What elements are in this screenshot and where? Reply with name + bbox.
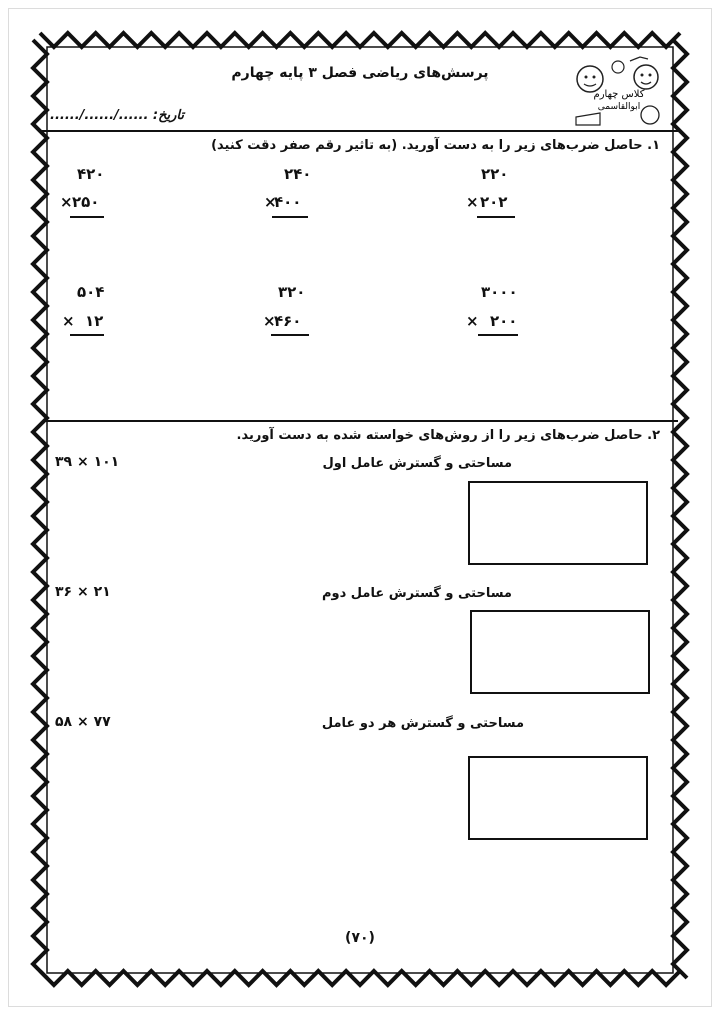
- q2-item1-answer-box[interactable]: [468, 481, 648, 565]
- q1-p5-line: [271, 334, 309, 336]
- q1-p1-bottom: ۲۰۲: [480, 193, 508, 211]
- q2-item3-method: مساحتی و گسترش هر دو عامل: [321, 716, 524, 731]
- q1-p6-bottom: ۱۲: [85, 312, 104, 330]
- q1-p1-op: ×: [466, 193, 480, 211]
- q2-item2-answer-box[interactable]: [470, 610, 650, 694]
- q2-item1-method: مساحتی و گسترش عامل اول: [322, 456, 512, 471]
- q1-p4-op: ×: [466, 312, 480, 330]
- q2-item2-method: مساحتی و گسترش عامل دوم: [322, 586, 512, 601]
- q1-p6-top: ۵۰۴: [77, 283, 105, 301]
- q1-p5-top: ۳۲۰: [278, 283, 306, 301]
- section-divider: [42, 420, 678, 422]
- q1-p3-top: ۴۲۰: [77, 165, 105, 183]
- q2-item3-expression: ۵۸ × ۷۷: [55, 714, 111, 730]
- q1-p3-line: [70, 216, 104, 218]
- class-logo-icon: [570, 55, 668, 127]
- q1-p4-top: ۳۰۰۰: [481, 283, 518, 301]
- worksheet: [50, 50, 670, 970]
- q1-p5-op: ×: [263, 312, 277, 330]
- q1-p6-line: [70, 334, 104, 336]
- logo-caption-2: ابوالقاسمی: [597, 102, 641, 112]
- q1-p2-op: ×: [264, 193, 278, 211]
- q1-p4-line: [478, 334, 518, 336]
- q1-p6-op: ×: [62, 312, 76, 330]
- worksheet-title: پرسش‌های ریاضی فصل ۳ پایه چهارم: [231, 65, 489, 81]
- q2-item2-expression: ۳۶ × ۲۱: [55, 584, 111, 600]
- q1-p3-op: ×: [60, 193, 74, 211]
- q2-item3-answer-box[interactable]: [468, 756, 648, 840]
- header-divider: [42, 130, 678, 132]
- logo-caption-1: کلاس چهارم: [593, 89, 645, 100]
- q1-p3-bottom: ۲۵۰: [72, 193, 100, 211]
- q1-p5-bottom: ۴۶۰: [274, 312, 302, 330]
- q2-title: ۲. حاصل ضرب‌های زیر را از روش‌های خواسته شده به دست آورید.: [236, 428, 660, 443]
- q1-p4-bottom: ۲۰۰: [490, 312, 518, 330]
- q2-item1-expression: ۳۹ × ۱۰۱: [55, 454, 120, 470]
- date-field: تاریخ: ....../....../......: [50, 108, 184, 123]
- q1-title: ۱. حاصل ضرب‌های زیر را به دست آورید. (به تاثیر رقم صفر دقت کنید): [211, 138, 660, 153]
- q1-p2-top: ۲۴۰: [284, 165, 312, 183]
- q1-p2-bottom: ۴۰۰: [274, 193, 302, 211]
- q1-p2-line: [272, 216, 308, 218]
- page-number: (۷۰): [345, 930, 375, 946]
- q1-p1-line: [477, 216, 515, 218]
- q1-p1-top: ۲۲۰: [481, 165, 509, 183]
